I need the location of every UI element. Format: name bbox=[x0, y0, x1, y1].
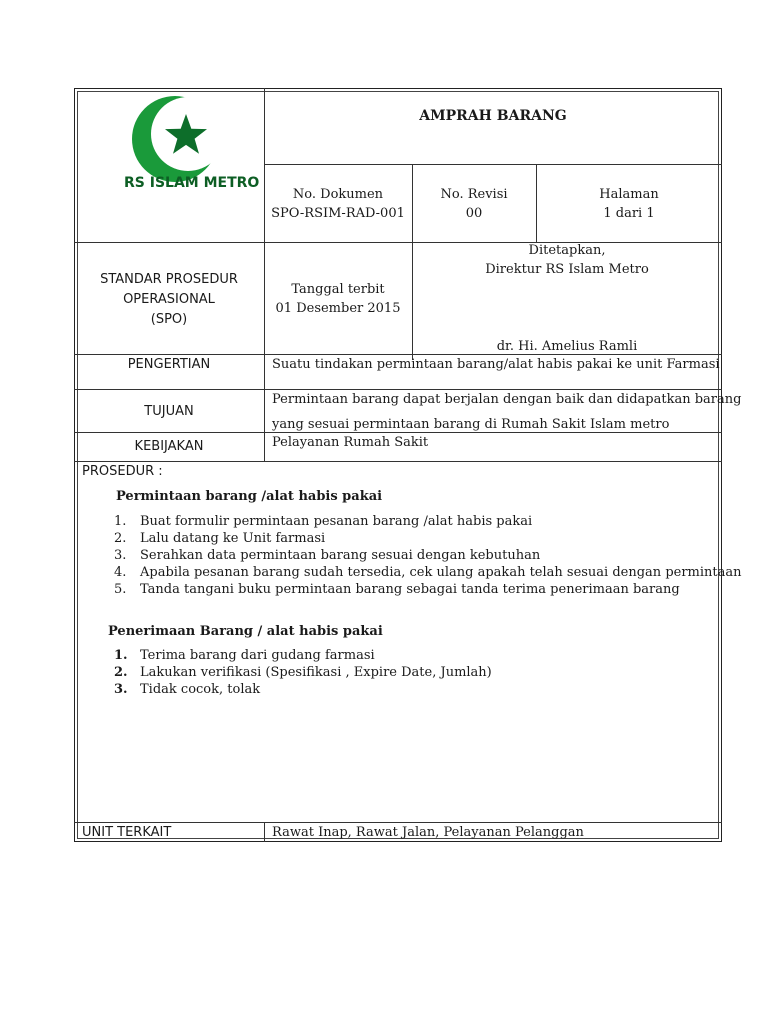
list-number: 1. bbox=[114, 648, 128, 663]
approved-label: Ditetapkan, bbox=[528, 243, 606, 258]
divider bbox=[74, 389, 722, 390]
pengertian-text: Suatu tindakan permintaan barang/alat habis pakai ke unit Farmasi bbox=[272, 357, 720, 372]
issue-date-label: Tanggal terbit bbox=[291, 282, 385, 297]
list-number: 2. bbox=[114, 665, 128, 680]
list-number: 4. bbox=[114, 565, 127, 580]
page-label: Halaman bbox=[599, 187, 659, 202]
doc-number-label: No. Dokumen bbox=[292, 187, 384, 202]
list-number: 1. bbox=[114, 514, 127, 529]
list-item: Lalu datang ke Unit farmasi bbox=[140, 531, 326, 546]
divider bbox=[74, 461, 722, 462]
unit-terkait-value: Rawat Inap, Rawat Jalan, Pelayanan Pelanggan bbox=[272, 825, 584, 840]
tujuan-label: TUJUAN bbox=[144, 404, 194, 419]
approved-title: Direktur RS Islam Metro bbox=[485, 262, 649, 277]
list-item: Tanda tangani buku permintaan barang sebagai tanda terima penerimaan barang bbox=[140, 582, 680, 597]
kebijakan-label: KEBIJAKAN bbox=[134, 439, 204, 454]
unit-terkait-label: UNIT TERKAIT bbox=[82, 825, 172, 840]
issue-date-value: 01 Desember 2015 bbox=[275, 301, 401, 316]
list-number: 3. bbox=[114, 682, 128, 697]
list-item: Lakukan verifikasi (Spesifikasi , Expire Date, Jumlah) bbox=[140, 665, 492, 680]
logo-text: RS ISLAM METRO bbox=[124, 175, 260, 191]
pengertian-label: PENGERTIAN bbox=[127, 357, 211, 372]
approver-name: dr. Hi. Amelius Ramli bbox=[496, 339, 638, 354]
spo-line-3: (SPO) bbox=[150, 312, 188, 327]
section-2-title: Penerimaan Barang / alat habis pakai bbox=[108, 624, 383, 639]
prosedur-label: PROSEDUR : bbox=[82, 464, 163, 479]
list-item: Serahkan data permintaan barang sesuai dengan kebutuhan bbox=[140, 548, 541, 563]
document-frame-inner bbox=[77, 91, 719, 839]
section-1-title: Permintaan barang /alat habis pakai bbox=[116, 489, 383, 504]
list-item: Buat formulir permintaan pesanan barang /alat habis pakai bbox=[140, 514, 533, 529]
list-number: 2. bbox=[114, 531, 127, 546]
spo-line-2: OPERASIONAL bbox=[123, 292, 215, 307]
divider bbox=[264, 822, 265, 842]
spo-line-1: STANDAR PROSEDUR bbox=[100, 272, 238, 287]
page-value: 1 dari 1 bbox=[603, 206, 655, 221]
list-number: 5. bbox=[114, 582, 127, 597]
list-item: Terima barang dari gudang farmasi bbox=[140, 648, 375, 663]
divider bbox=[264, 164, 722, 165]
divider bbox=[264, 88, 265, 462]
list-item: Tidak cocok, tolak bbox=[140, 682, 261, 697]
divider bbox=[74, 822, 722, 823]
kebijakan-text: Pelayanan Rumah Sakit bbox=[272, 435, 429, 450]
revision-label: No. Revisi bbox=[440, 187, 508, 202]
revision-value: 00 bbox=[465, 206, 483, 221]
tujuan-text-line-1: Permintaan barang dapat berjalan dengan baik dan didapatkan barang bbox=[272, 392, 742, 407]
doc-number-value: SPO-RSIM-RAD-001 bbox=[271, 206, 405, 221]
tujuan-text-line-2: yang sesuai permintaan barang di Rumah Sakit Islam metro bbox=[272, 417, 670, 432]
list-number: 3. bbox=[114, 548, 127, 563]
document-title: AMPRAH BARANG bbox=[419, 108, 567, 124]
divider bbox=[536, 164, 537, 242]
list-item: Apabila pesanan barang sudah tersedia, cek ulang apakah telah sesuai dengan permintaan bbox=[140, 565, 742, 580]
